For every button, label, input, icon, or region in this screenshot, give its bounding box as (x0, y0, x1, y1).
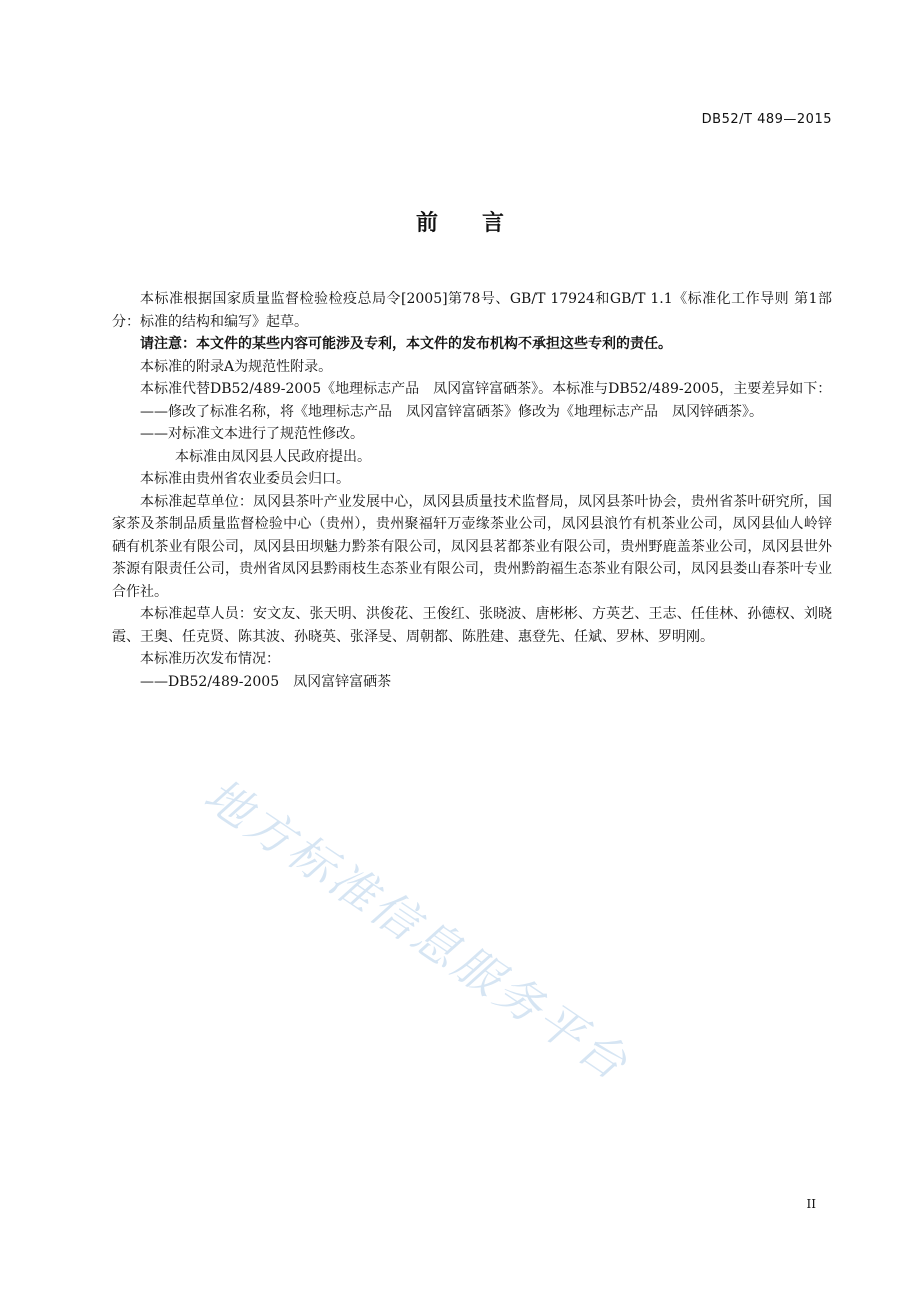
paragraph-centralized-by: 本标准由贵州省农业委员会归口。 (140, 471, 350, 487)
change-item: ——对标准文本进行了规范性修改。 (140, 426, 364, 442)
page-number: II (806, 1197, 816, 1211)
paragraph-annex: 本标准的附录A为规范性附录。 (140, 358, 333, 375)
title-char-left: 前 (415, 211, 438, 236)
paragraph-basis: 本标准根据国家质量监督检验检疫总局令[2005]第78号、GB/T 17924和GB/T 1.1《标准化工作导则 第1部分：标准的结构和编写》起草。 (112, 291, 832, 330)
history-item: ——DB52/489-2005 凤冈富锌富硒茶 (140, 673, 392, 690)
standard-code: DB52/T 489—2015 (701, 112, 832, 127)
paragraph-drafting-units: 本标准起草单位：凤冈县茶叶产业发展中心，凤冈县质量技术监督局，凤冈县茶叶协会，贵州省茶叶研究所，国家茶及茶制品质量监督检验中心（贵州），贵州聚福轩万壶缘茶业公司，凤冈县浪竹有机茶业公司，凤冈县仙人岭锌硒有机茶业有限公司，凤冈县田坝魅力黔茶有限公司，凤冈县茗都茶业有限公司，贵州野鹿盖茶业公司，凤冈县世外茶源有限责任公司，贵州省凤冈县黔雨枝生态茶业有限公司，贵州黔韵福生态茶业有限公司，凤冈县娄山春茶叶专业合作社。 (112, 493, 832, 600)
patent-notice: 请注意：本文件的某些内容可能涉及专利，本文件的发布机构不承担这些专利的责任。 (140, 336, 672, 352)
paragraph-proposed-by: 本标准由凤冈县人民政府提出。 (175, 448, 371, 465)
paragraph-drafters: 本标准起草人员：安文友、张天明、洪俊花、王俊红、张晓波、唐彬彬、方英艺、王志、任佳林、孙德权、刘晓霞、王奥、任克贤、陈其波、孙晓英、张泽旻、周朝都、陈胜建、惠登先、任斌、罗林、罗明刚。 (112, 606, 832, 645)
foreword-body (112, 288, 832, 693)
page-title (0, 206, 920, 237)
change-item: ——修改了标准名称，将《地理标志产品 凤冈富锌富硒茶》修改为《地理标志产品 凤冈锌硒茶》。 (140, 403, 763, 420)
paragraph-history-heading: 本标准历次发布情况： (140, 651, 280, 667)
paragraph-replaces: 本标准代替DB52/489-2005《地理标志产品 凤冈富锌富硒茶》。本标准与DB52/489-2005，主要差异如下： (140, 381, 832, 397)
title-char-right: 言 (482, 211, 505, 236)
watermark: 地方标准信息服务平台 (194, 767, 640, 1092)
